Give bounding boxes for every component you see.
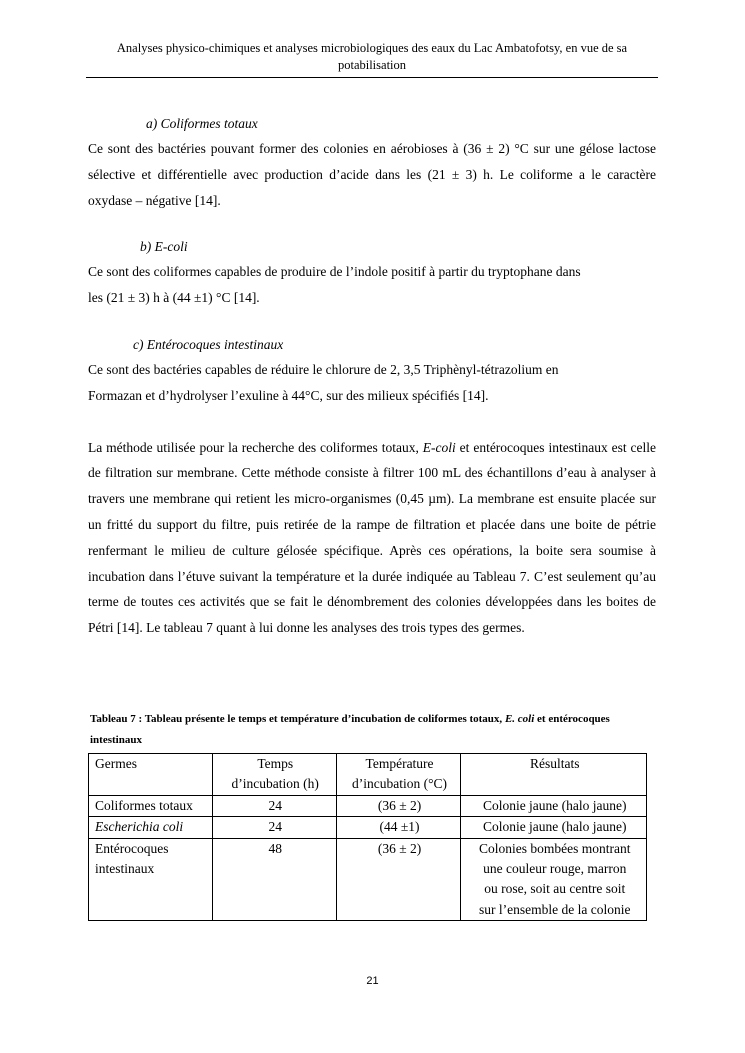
header-temps (212, 754, 336, 796)
paragraph-e-coli-line1: Ce sont des coliformes capables de produire de l’indole positif à partir du tryptophane dans (88, 264, 581, 280)
paragraph-methode (88, 435, 656, 641)
header-temperature (336, 754, 461, 796)
cell-temperature: (36 ± 2) (336, 795, 461, 816)
cell-germe (89, 838, 213, 921)
page-number: 21 (366, 975, 379, 987)
cell-resultat-line1: Colonies bombées montrant (478, 840, 631, 856)
cell-germe: Coliformes totaux (89, 795, 213, 816)
methode-italic-term: E-coli (422, 439, 456, 455)
cell-temperature: (36 ± 2) (336, 838, 461, 921)
heading-enterocoques: c) Entérocoques intestinaux (133, 336, 284, 352)
table-row (89, 795, 647, 816)
caption-italic: E. coli (504, 713, 535, 725)
paragraph-e-coli-line2: les (21 ± 3) h à (44 ±1) °C [14]. (88, 290, 260, 306)
cell-resultat-line4: sur l’ensemble de la colonie (479, 901, 631, 917)
paragraph-enterocoques-line2: Formazan et d’hydrolyser l’exuline à 44°C, sur des milieux spécifiés [14]. (88, 387, 489, 403)
body-text (88, 112, 656, 641)
methode-text-before: La méthode utilisée pour la recherche des coliformes totaux, (88, 439, 423, 455)
cell-resultat: Colonie jaune (halo jaune) (461, 817, 647, 838)
table-row (89, 817, 647, 838)
paragraph-coliformes-totaux: Ce sont des bactéries pouvant former des colonies en aérobioses à (36 ± 2) °C sur une gélose lactose sélective et différentielle avec production d’acide dans les (21 ± 3) h. Le coliforme a le caractère oxydase – négative [14]. (88, 141, 656, 208)
heading-e-coli: b) E-coli (140, 239, 188, 255)
header-resultats: Résultats (461, 754, 647, 796)
cell-temperature: (44 ±1) (336, 817, 461, 838)
cell-germe-line1: Entérocoques (95, 840, 169, 856)
header-temperature-line2: d’incubation (°C) (352, 776, 448, 792)
incubation-table (88, 753, 647, 921)
cell-temps: 24 (212, 817, 336, 838)
table-header-row (89, 754, 647, 796)
table-caption (90, 709, 656, 751)
table-row (89, 838, 647, 921)
spacer (88, 213, 656, 235)
cell-resultat-line2: une couleur rouge, marron (483, 861, 627, 877)
heading-coliformes-totaux: a) Coliformes totaux (146, 116, 258, 131)
cell-resultat-line3: ou rose, soit au centre soit (484, 881, 626, 897)
cell-germe-line2: intestinaux (95, 861, 155, 877)
cell-temps: 24 (212, 795, 336, 816)
cell-germe: Escherichia coli (89, 817, 213, 838)
running-header: Analyses physico-chimiques et analyses microbiologiques des eaux du Lac Ambatofotsy, en vue de sa potabilisation (116, 41, 628, 72)
header-germes: Germes (89, 754, 213, 796)
caption-before: Tableau 7 : Tableau présente le temps et température d’incubation de coliformes totaux, (90, 713, 505, 725)
paragraph-enterocoques-line1: Ce sont des bactéries capables de réduire le chlorure de 2, 3,5 Triphènyl-tétrazolium en (88, 361, 559, 377)
cell-resultat: Colonie jaune (halo jaune) (461, 795, 647, 816)
header-temps-line1: Temps (257, 756, 294, 771)
spacer (88, 409, 656, 435)
methode-text-after: et entérocoques intestinaux est celle de filtration sur membrane. Cette méthode consiste à filtrer 100 mL des échantillons d’eau à analyser à travers une membrane qui retient les micro-organismes (0,45 µm). La membrane est ensuite placée sur un fritté du support du filtre, puis retirée de la rampe de filtration et placée dans une boite de pétrie renfermant le milieu de culture gélosée spécifique. Après ces opérations, la boite sera soumise à incubation dans l’étuve suivant la température et la durée indiquée au Tableau 7. C’est seulement qu’au terme de toutes ces activités que se fait le dénombrement des colonies développées dans les boites de Pétri [14]. Le tableau 7 quant à lui donne les analyses des trois types des germes. (88, 439, 657, 636)
spacer (88, 311, 656, 333)
header-temperature-line1: Température (365, 756, 434, 771)
cell-resultat (461, 838, 647, 921)
caption-after: et entérocoques intestinaux (90, 713, 610, 746)
header-temps-line2: d’incubation (h) (231, 776, 319, 792)
header-rule (86, 77, 658, 78)
cell-temps: 48 (212, 838, 336, 921)
